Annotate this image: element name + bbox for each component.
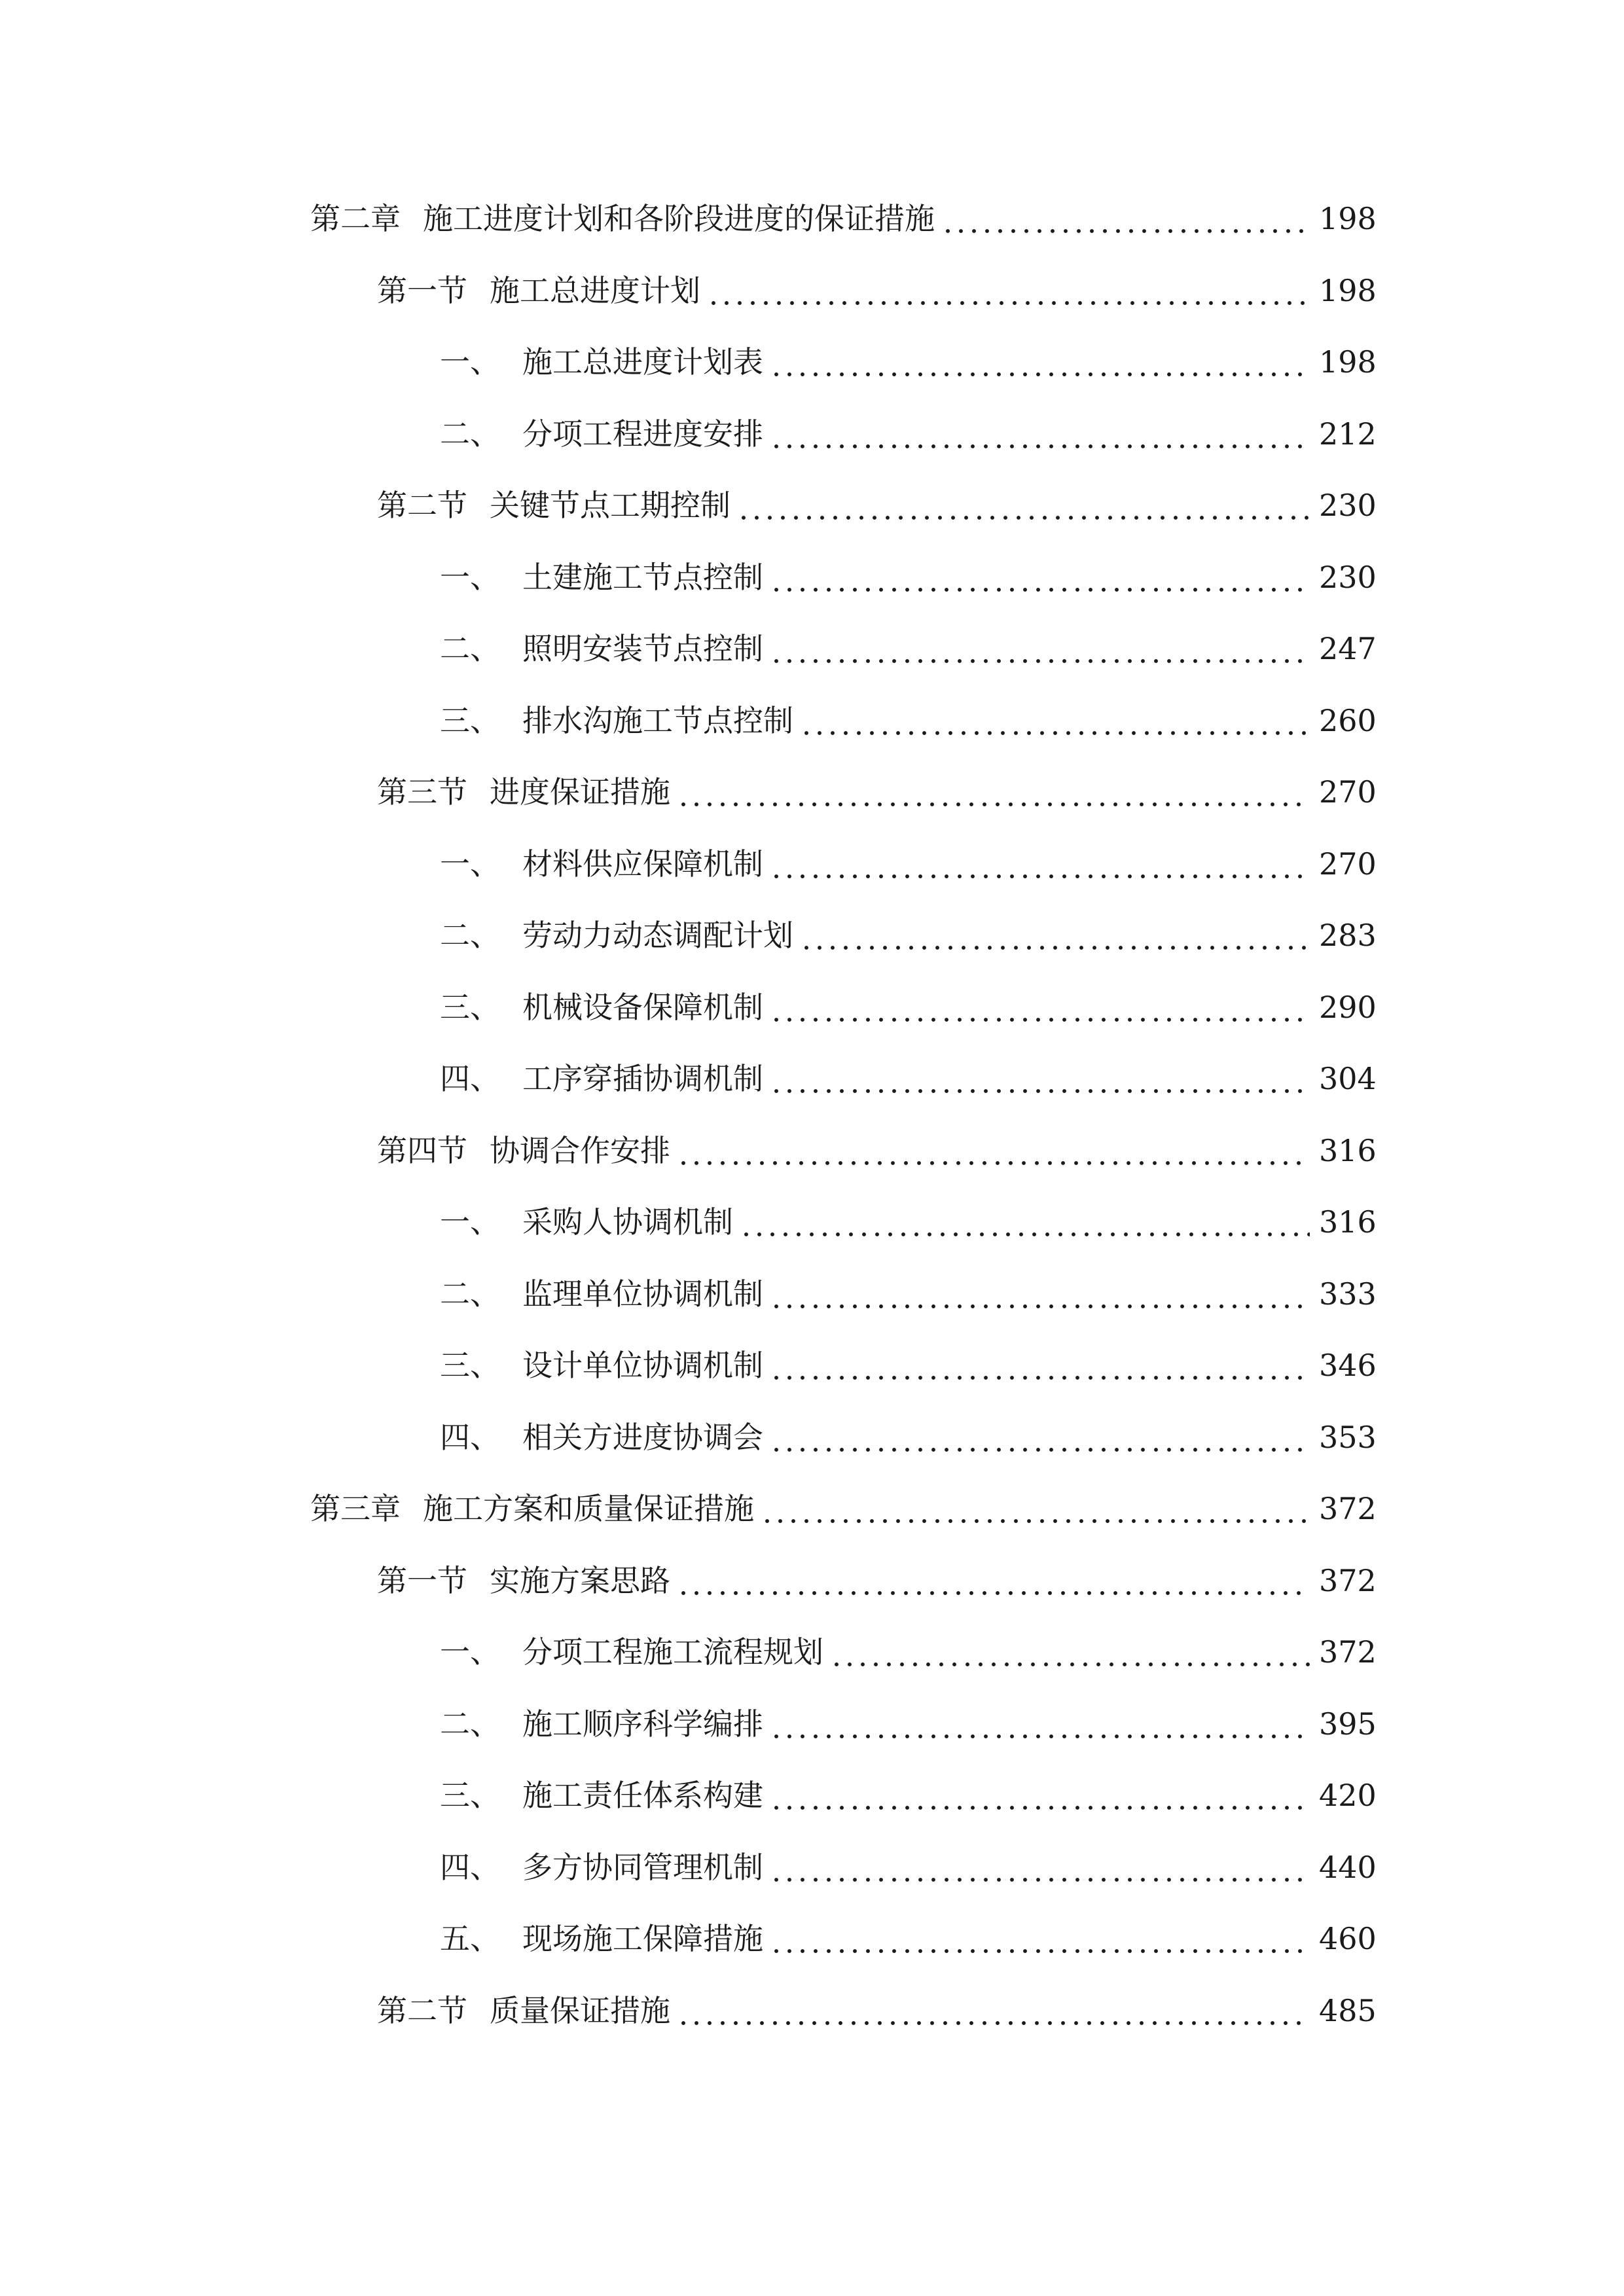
toc-entry-page: 485 bbox=[1319, 1993, 1377, 2028]
toc-entry[interactable] bbox=[377, 479, 1377, 531]
dot-leader bbox=[770, 838, 1310, 890]
toc-entry-title: 排水沟施工节点控制 bbox=[522, 703, 793, 738]
toc-entry-page: 372 bbox=[1319, 1563, 1377, 1598]
toc-entry-number: 三、 bbox=[440, 1778, 500, 1813]
dot-leader bbox=[677, 1124, 1310, 1177]
dot-leader bbox=[830, 1626, 1310, 1678]
toc-entry-number: 五、 bbox=[440, 1921, 500, 1956]
toc-entry-page: 283 bbox=[1319, 918, 1377, 953]
toc-entry-title: 质量保证措施 bbox=[490, 1993, 670, 2028]
toc-entry-number: 四、 bbox=[440, 1420, 500, 1455]
toc-entry[interactable] bbox=[377, 1124, 1377, 1177]
toc-entry[interactable] bbox=[310, 1482, 1377, 1535]
toc-entry[interactable] bbox=[440, 408, 1377, 460]
toc-entry-number: 一、 bbox=[440, 344, 500, 380]
dot-leader bbox=[770, 1268, 1310, 1320]
toc-entry[interactable] bbox=[440, 1698, 1377, 1750]
dot-leader bbox=[770, 622, 1310, 675]
toc-entry-number: 一、 bbox=[440, 560, 500, 595]
toc-entry-title: 工序穿插协调机制 bbox=[522, 1061, 763, 1096]
toc-entry-title: 设计单位协调机制 bbox=[522, 1348, 763, 1383]
toc-entry-title: 施工责任体系构建 bbox=[522, 1778, 763, 1813]
toc-entry-title: 施工顺序科学编排 bbox=[522, 1706, 763, 1742]
dot-leader bbox=[800, 909, 1310, 961]
toc-entry-title: 施工总进度计划表 bbox=[522, 344, 763, 380]
dot-leader bbox=[770, 1841, 1310, 1893]
toc-entry-number: 二、 bbox=[440, 1706, 500, 1742]
toc-entry-title: 施工总进度计划 bbox=[490, 273, 700, 308]
dot-leader bbox=[707, 264, 1310, 317]
toc-entry[interactable] bbox=[440, 909, 1377, 961]
toc-entry-number: 二、 bbox=[440, 416, 500, 452]
toc-entry-title: 劳动力动态调配计划 bbox=[522, 918, 793, 953]
toc-entry-title: 照明安装节点控制 bbox=[522, 631, 763, 666]
toc-entry[interactable] bbox=[440, 981, 1377, 1033]
toc-entry[interactable] bbox=[440, 1052, 1377, 1105]
toc-entry-title: 现场施工保障措施 bbox=[522, 1921, 763, 1956]
dot-leader bbox=[770, 336, 1310, 388]
toc-entry-number: 第三章 bbox=[310, 1491, 401, 1526]
toc-entry-page: 420 bbox=[1319, 1778, 1377, 1813]
dot-leader bbox=[770, 551, 1310, 603]
toc-entry[interactable] bbox=[440, 1196, 1377, 1248]
toc-entry-page: 198 bbox=[1319, 273, 1377, 308]
toc-entry-number: 三、 bbox=[440, 703, 500, 738]
toc-entry[interactable] bbox=[377, 264, 1377, 317]
toc-entry-page: 304 bbox=[1319, 1061, 1377, 1096]
toc-entry[interactable] bbox=[440, 1411, 1377, 1463]
toc-entry-number: 四、 bbox=[440, 1850, 500, 1885]
toc-entry-number: 二、 bbox=[440, 631, 500, 666]
toc-entry-number: 二、 bbox=[440, 1276, 500, 1312]
toc-entry-number: 三、 bbox=[440, 990, 500, 1025]
toc-entry-page: 316 bbox=[1319, 1133, 1377, 1168]
toc-entry-title: 相关方进度协调会 bbox=[522, 1420, 763, 1455]
toc-entry-page: 372 bbox=[1319, 1491, 1377, 1526]
toc-entry-page: 230 bbox=[1319, 560, 1377, 595]
toc-entry-number: 三、 bbox=[440, 1348, 500, 1383]
toc-entry-number: 第二节 bbox=[377, 1993, 467, 2028]
toc-entry-title: 多方协同管理机制 bbox=[522, 1850, 763, 1885]
dot-leader bbox=[770, 408, 1310, 460]
dot-leader bbox=[770, 1769, 1310, 1821]
toc-entry[interactable] bbox=[440, 838, 1377, 890]
toc-entry[interactable] bbox=[440, 336, 1377, 388]
dot-leader bbox=[737, 479, 1310, 531]
toc-entry-title: 协调合作安排 bbox=[490, 1133, 670, 1168]
toc-entry-number: 第一节 bbox=[377, 1563, 467, 1598]
toc-entry-page: 260 bbox=[1319, 703, 1377, 738]
dot-leader bbox=[770, 1339, 1310, 1391]
toc-entry-number: 第一节 bbox=[377, 273, 467, 308]
toc-entry[interactable] bbox=[440, 1339, 1377, 1391]
toc-entry-title: 实施方案思路 bbox=[490, 1563, 670, 1598]
toc-entry-title: 施工进度计划和各阶段进度的保证措施 bbox=[423, 201, 935, 236]
toc-entry-page: 372 bbox=[1319, 1634, 1377, 1670]
dot-leader bbox=[761, 1482, 1310, 1535]
toc-entry-number: 二、 bbox=[440, 918, 500, 953]
toc-entry-title: 材料供应保障机制 bbox=[522, 846, 763, 882]
toc-entry-title: 采购人协调机制 bbox=[522, 1204, 733, 1240]
toc-entry[interactable] bbox=[377, 1554, 1377, 1607]
toc-entry-number: 一、 bbox=[440, 1634, 500, 1670]
toc-entry-title: 机械设备保障机制 bbox=[522, 990, 763, 1025]
toc-entry[interactable] bbox=[440, 1268, 1377, 1320]
dot-leader bbox=[677, 1554, 1310, 1607]
toc-entry[interactable] bbox=[440, 1626, 1377, 1678]
toc-entry-number: 一、 bbox=[440, 1204, 500, 1240]
toc-entry-page: 212 bbox=[1319, 416, 1377, 452]
toc-entry-page: 333 bbox=[1319, 1276, 1377, 1312]
toc-entry-page: 440 bbox=[1319, 1850, 1377, 1885]
toc-entry-title: 监理单位协调机制 bbox=[522, 1276, 763, 1312]
dot-leader bbox=[770, 1698, 1310, 1750]
toc-entry-page: 346 bbox=[1319, 1348, 1377, 1383]
dot-leader bbox=[677, 1984, 1310, 2037]
toc-entry-number: 第二章 bbox=[310, 201, 401, 236]
dot-leader bbox=[941, 192, 1310, 245]
toc-entry-number: 一、 bbox=[440, 846, 500, 882]
toc-entry-number: 第二节 bbox=[377, 488, 467, 523]
toc-entry-page: 270 bbox=[1319, 774, 1377, 810]
dot-leader bbox=[677, 766, 1310, 818]
toc-entry-title: 土建施工节点控制 bbox=[522, 560, 763, 595]
toc-entry-page: 460 bbox=[1319, 1921, 1377, 1956]
toc-entry-page: 247 bbox=[1319, 631, 1377, 666]
toc-entry[interactable] bbox=[440, 694, 1377, 747]
dot-leader bbox=[740, 1196, 1310, 1248]
toc-entry-page: 198 bbox=[1319, 201, 1377, 236]
toc-entry[interactable] bbox=[440, 1912, 1377, 1965]
toc-entry-page: 270 bbox=[1319, 846, 1377, 882]
toc-entry-page: 353 bbox=[1319, 1420, 1377, 1455]
toc-entry-title: 分项工程进度安排 bbox=[522, 416, 763, 452]
toc-entry[interactable] bbox=[377, 1984, 1377, 2037]
toc-entry-number: 第三节 bbox=[377, 774, 467, 810]
toc-entry[interactable] bbox=[440, 1841, 1377, 1893]
dot-leader bbox=[770, 1052, 1310, 1105]
toc-entry-title: 进度保证措施 bbox=[490, 774, 670, 810]
dot-leader bbox=[770, 1411, 1310, 1463]
toc-entry[interactable] bbox=[440, 551, 1377, 603]
toc-entry-title: 分项工程施工流程规划 bbox=[522, 1634, 823, 1670]
toc-entry[interactable] bbox=[310, 192, 1377, 245]
dot-leader bbox=[770, 981, 1310, 1033]
toc-entry-page: 316 bbox=[1319, 1204, 1377, 1240]
toc-entry-title: 关键节点工期控制 bbox=[490, 488, 731, 523]
toc-entry-page: 230 bbox=[1319, 488, 1377, 523]
toc-entry-number: 第四节 bbox=[377, 1133, 467, 1168]
toc-entry[interactable] bbox=[440, 622, 1377, 675]
toc-entry-page: 395 bbox=[1319, 1706, 1377, 1742]
toc-entry-page: 198 bbox=[1319, 344, 1377, 380]
dot-leader bbox=[800, 694, 1310, 747]
toc-entry-number: 四、 bbox=[440, 1061, 500, 1096]
dot-leader bbox=[770, 1912, 1310, 1965]
toc-entry-page: 290 bbox=[1319, 990, 1377, 1025]
toc-entry-title: 施工方案和质量保证措施 bbox=[423, 1491, 754, 1526]
toc-entry[interactable] bbox=[377, 766, 1377, 818]
toc-entry[interactable] bbox=[440, 1769, 1377, 1821]
